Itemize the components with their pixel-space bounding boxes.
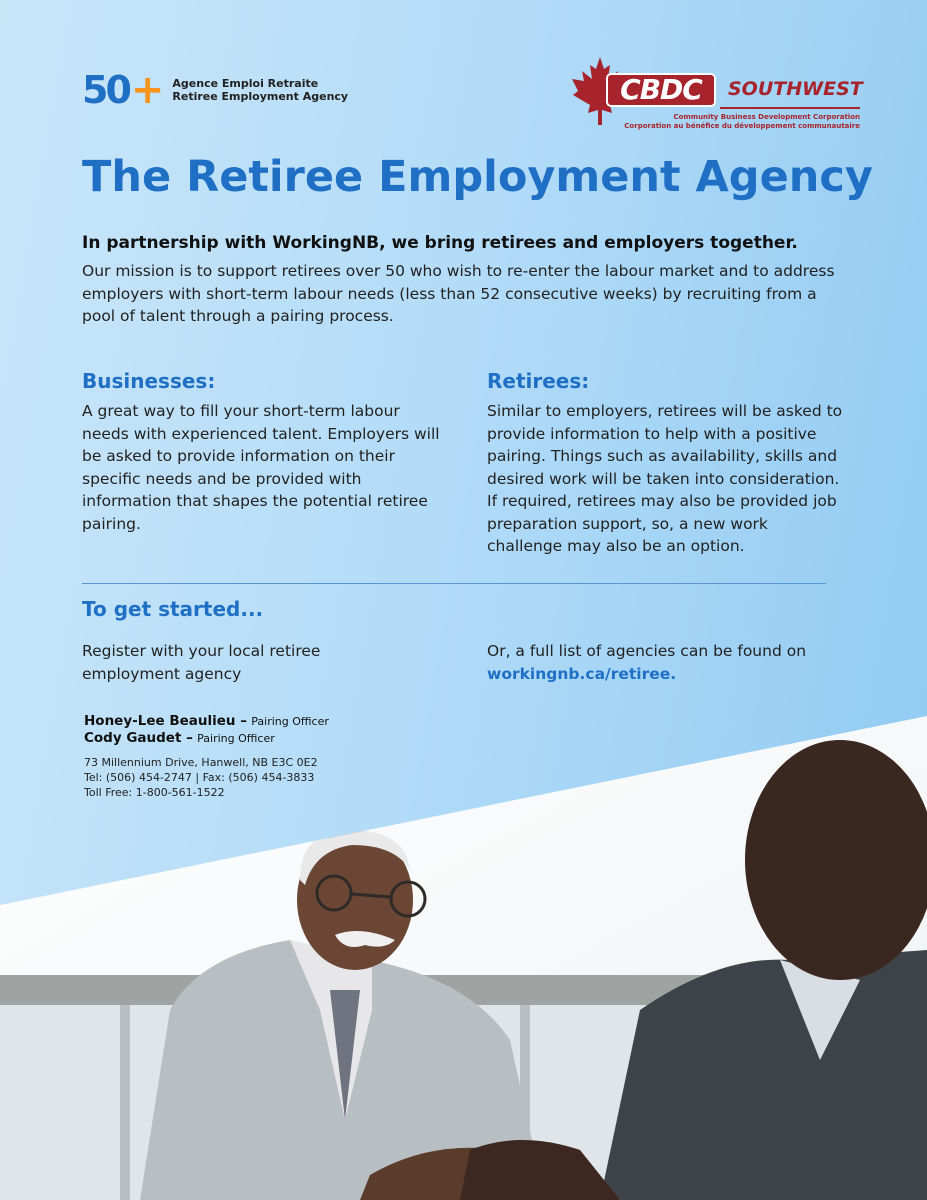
- retirees-body: Similar to employers, retirees will be asked to provide information to help with a positive pairing. Things such as availability, skills and desired work will be taken into consideration. If required, retirees may also be provided job preparation support, so, a new work challenge may also be an option.: [487, 402, 843, 555]
- logo-number: 50: [82, 68, 129, 112]
- logo-name-fr: Agence Emploi Retraite: [172, 77, 319, 90]
- get-started-right-text: Or, a full list of agencies can be found on: [487, 642, 807, 660]
- retirees-heading: Retirees:: [487, 369, 590, 393]
- contact-1-name: Honey-Lee Beaulieu –: [84, 713, 247, 729]
- page-title: The Retiree Employment Agency: [82, 152, 873, 202]
- contact-2: [84, 730, 329, 747]
- contact-1: [84, 713, 329, 730]
- agencies-link[interactable]: workingnb.ca/retiree.: [487, 664, 677, 683]
- logo-plus: +: [130, 67, 165, 113]
- businesses-body: A great way to fill your short-term labour needs with experienced talent. Employers will be asked to provide information on their specific needs and be provided with information that shapes the potential retiree pairing.: [82, 402, 440, 533]
- contact-2-role: Pairing Officer: [197, 732, 275, 745]
- address-street: 73 Millennium Drive, Hanwell, NB E3C 0E2: [84, 756, 318, 769]
- logo-name-en: Retiree Employment Agency: [172, 90, 349, 103]
- intro-lead: In partnership with WorkingNB, we bring retirees and employers together.: [82, 233, 798, 253]
- address-toll-free: Toll Free: 1-800-561-1522: [84, 786, 225, 799]
- cbdc-sub-en: Community Business Development Corporation: [673, 113, 860, 121]
- address-block: [84, 755, 329, 800]
- contact-block: [84, 713, 329, 800]
- cbdc-wordmark: CBDC: [606, 73, 716, 107]
- cbdc-sub-fr: Corporation au bénéfice du développement communautaire: [624, 122, 860, 130]
- cbdc-region: SOUTHWEST: [728, 78, 863, 100]
- contact-1-role: Pairing Officer: [251, 715, 329, 728]
- businesses-heading: Businesses:: [82, 369, 216, 393]
- address-phone: Tel: (506) 454-2747 | Fax: (506) 454-3833: [84, 771, 315, 784]
- intro-body: Our mission is to support retirees over 50 who wish to re-enter the labour market and to address employers with short-term labour needs (less than 52 consecutive weeks) by recruiting from a pool of talent through a pairing process.: [82, 262, 835, 325]
- get-started-heading: To get started...: [82, 597, 264, 621]
- get-started-left: Register with your local retiree employment agency: [82, 642, 321, 683]
- contact-2-name: Cody Gaudet –: [84, 730, 193, 746]
